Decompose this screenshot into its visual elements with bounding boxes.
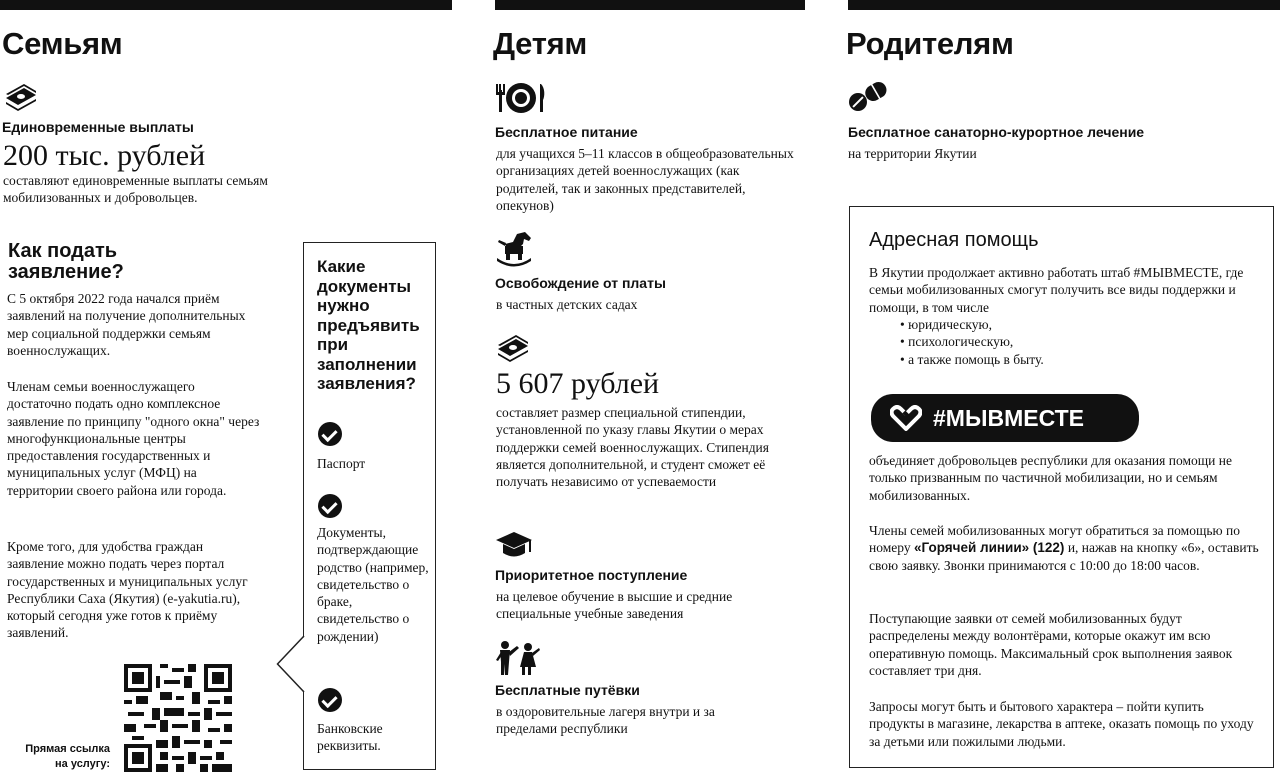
- parents-title: Родителям: [846, 26, 1014, 61]
- documents-box-pointer: [276, 636, 306, 692]
- plate-fork-knife-icon: [495, 82, 547, 114]
- qr-label: Прямая ссылка на услугу:: [25, 743, 110, 770]
- food-title: Бесплатное питание: [495, 124, 638, 140]
- myvmeste-badge-text: #МЫВМЕСТЕ: [933, 405, 1085, 431]
- families-title: Семьям: [2, 26, 123, 61]
- howto-title: Как подать заявление?: [8, 240, 124, 283]
- admission-text: на целевое обучение в высшие и средние специальные учебные заведения: [496, 589, 733, 622]
- document-item-bank: Банковские реквизиты.: [317, 721, 383, 754]
- targeted-aid-paragraph-3: Поступающие заявки от семей мобилизованных будут распределены между волонтёрами, которые окажут им всю оперативную помощь. Максимальный срок выполнения заявок составляет три дня.: [869, 611, 1233, 678]
- graduation-cap-icon: [495, 531, 533, 559]
- check-circle-icon: [318, 688, 342, 712]
- kinder-title: Освобождение от платы: [495, 275, 666, 291]
- targeted-aid-paragraph-1: объединяет добровольцев республики для оказания помощи не только призванным по частичной мобилизации, но и семьям мобилизованных.: [869, 453, 1232, 503]
- stipend-amount: 5 607 рублей: [496, 367, 660, 400]
- hotline-number: «Горячей линии» (122): [913, 540, 1065, 556]
- targeted-aid-title: Адресная помощь: [869, 229, 1039, 251]
- sanatorium-text: на территории Якутии: [848, 146, 977, 161]
- food-text: для учащихся 5–11 классов в общеобразовательных организациях детей военнослужащих (как родителей, так и законных представителей, опекунов): [496, 146, 794, 213]
- payments-title: Единовременные выплаты: [2, 119, 194, 135]
- payments-text: составляют единовременные выплаты семьям мобилизованных и добровольцев.: [3, 173, 268, 206]
- children-title: Детям: [493, 26, 587, 61]
- qr-code-icon[interactable]: [124, 664, 232, 772]
- stipend-text: составляет размер специальной стипендии, установленной по указу главы Якутии о мерах поддержки семей военнослужащих. Стипендия является дополнительной, и студент сможет её получать независимо от успеваемости: [496, 405, 769, 490]
- document-item-kinship: Документы, подтверждающие родство (например, свидетельство о браке, свидетельство о рождении): [317, 525, 429, 644]
- money-stack-icon: [4, 82, 38, 112]
- pills-icon: [849, 77, 887, 113]
- howto-paragraph-3: Кроме того, для удобства граждан заявление можно подать через портал государственных и муниципальных услуг Республики Саха (Якутия) (e-yakutia.ru), который сегодня уже готов к приёму заявлений.: [7, 539, 248, 641]
- admission-title: Приоритетное поступление: [495, 567, 688, 583]
- top-bar-children: [495, 0, 805, 10]
- kinder-text: в частных детских садах: [496, 297, 638, 312]
- money-stack-icon: [496, 333, 530, 363]
- children-icon: [495, 640, 543, 676]
- top-bar-parents: [848, 0, 1280, 10]
- sanatorium-title: Бесплатное санаторно-курортное лечение: [848, 124, 1145, 140]
- check-circle-icon: [318, 494, 342, 518]
- targeted-aid-list: [900, 316, 1044, 368]
- targeted-aid-paragraph-2: Члены семей мобилизованных могут обратиться за помощью по номеру «Горячей линии» (122) и, нажав на кнопку «6», оставить свою заявку. Звонки принимаются с 10:00 до 18:00 часов.: [869, 523, 1259, 573]
- targeted-aid-paragraph-4: Запросы могут быть и бытового характера – пойти купить продукты в магазине, лекарства в аптеке, оказать помощь по уходу за детьми или пожилыми людьми.: [869, 699, 1254, 749]
- howto-paragraph-2: Членам семьи военнослужащего достаточно подать одно комплексное заявление по принципу "одного окна" через многофункциональные центры предоставления государственных и муниципальных услуг (МФЦ) на территории своего района или города.: [7, 379, 260, 498]
- check-circle-icon: [318, 422, 342, 446]
- howto-paragraph-1: С 5 октября 2022 года начался приём заявлений на получение дополнительных мер социальной поддержки семьям военнослужащих.: [7, 291, 246, 358]
- list-item: • а также помощь в быту.: [900, 351, 1044, 368]
- document-item-passport: Паспорт: [317, 456, 366, 471]
- heart-outline-icon: [890, 405, 922, 431]
- list-item: • психологическую,: [900, 333, 1044, 350]
- camps-title: Бесплатные путёвки: [495, 682, 640, 698]
- list-item: • юридическую,: [900, 316, 1044, 333]
- camps-text: в оздоровительные лагеря внутри и за пределами республики: [496, 704, 715, 737]
- top-bar-families: [0, 0, 452, 10]
- payments-amount: 200 тыс. рублей: [3, 139, 206, 172]
- documents-question: Какие документы нужно предъявить при заполнении заявления?: [317, 257, 420, 393]
- rocking-horse-icon: [495, 230, 533, 268]
- targeted-aid-intro: В Якутии продолжает активно работать штаб #МЫВМЕСТЕ, где семьи мобилизованных смогут получить все виды поддержки и помощи, в том числе: [869, 265, 1244, 315]
